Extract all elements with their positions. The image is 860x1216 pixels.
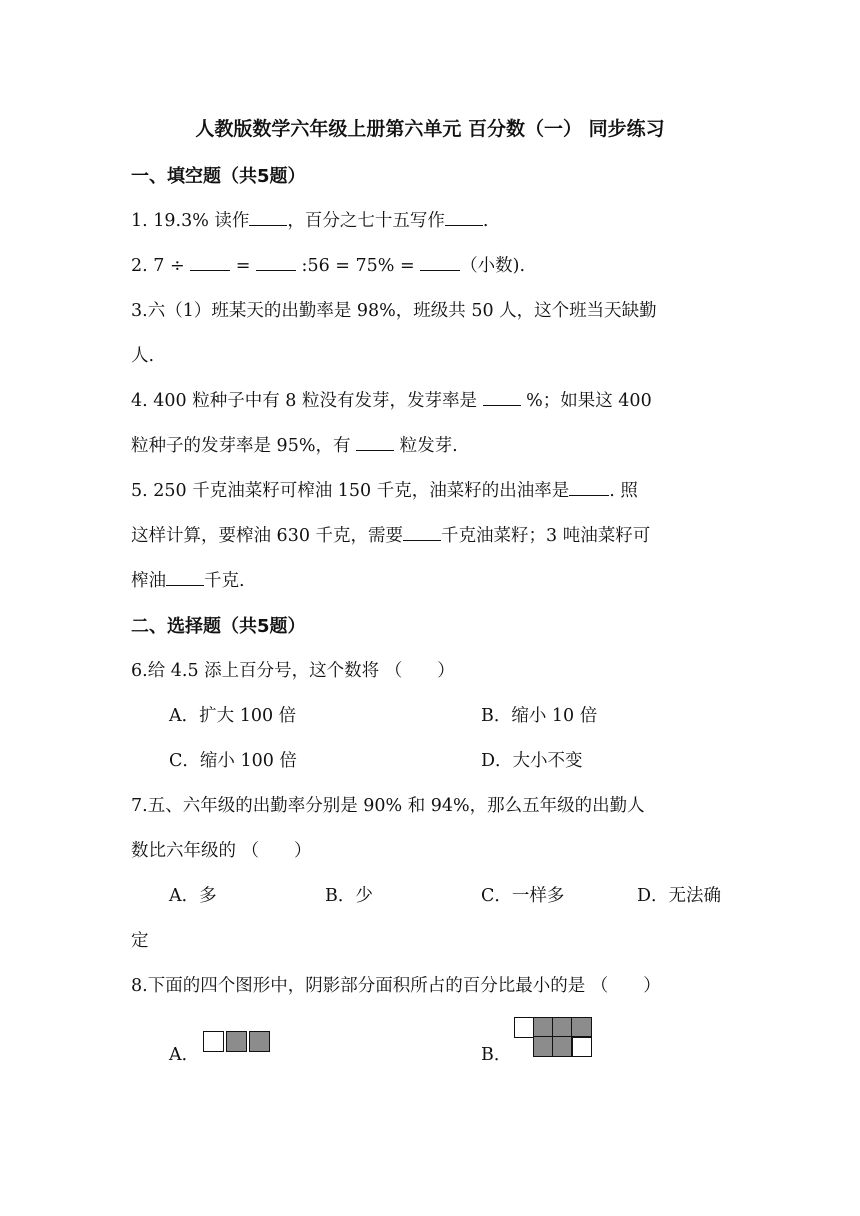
q1-blank-1 bbox=[249, 207, 287, 226]
question-7-line-1: 7.五、六年级的出勤率分别是 90% 和 94%，那么五年级的出勤人 bbox=[131, 796, 645, 816]
q8-option-b: B． bbox=[481, 1045, 512, 1065]
question-2 bbox=[131, 252, 731, 277]
shape-b-cell-top-3 bbox=[552, 1017, 573, 1038]
q8-shape-a bbox=[203, 1031, 273, 1054]
question-4-line-1 bbox=[131, 387, 731, 412]
q4-text-c: 粒种子的发芽率是 95%，有 bbox=[131, 436, 357, 456]
q2-text-b: = bbox=[230, 256, 256, 276]
q4-text-d: 粒发芽. bbox=[394, 436, 458, 456]
q7-option-b: B．少 bbox=[325, 886, 373, 906]
q4-blank-1 bbox=[483, 387, 521, 406]
q1-blank-2 bbox=[445, 207, 483, 226]
shape-b-cell-top-4 bbox=[571, 1017, 592, 1038]
q2-blank-3 bbox=[420, 252, 460, 271]
q4-blank-2 bbox=[356, 432, 394, 451]
q6-option-c: C．缩小 100 倍 bbox=[169, 751, 297, 771]
q2-blank-2 bbox=[256, 252, 296, 271]
q1-text-a: 1. 19.3% 读作 bbox=[131, 211, 250, 231]
q7-option-c: C．一样多 bbox=[481, 886, 565, 906]
q1-text-b: ，百分之七十五写作 bbox=[287, 211, 445, 231]
question-5-line-3 bbox=[131, 567, 731, 592]
question-6-stem: 6.给 4.5 添上百分号，这个数将 （ ） bbox=[131, 661, 455, 681]
section-fill-in: 一、填空题（共5题） bbox=[131, 166, 306, 187]
q4-text-b: %；如果这 400 bbox=[520, 391, 652, 411]
question-3-line-1: 3.六（1）班某天的出勤率是 98%，班级共 50 人，这个班当天缺勤 bbox=[131, 301, 657, 321]
q6-option-b: B．缩小 10 倍 bbox=[481, 706, 598, 726]
section-multiple-choice: 二、选择题（共5题） bbox=[131, 616, 306, 637]
q6-option-d: D．大小不变 bbox=[481, 751, 583, 771]
q5-blank-3 bbox=[166, 567, 204, 586]
q5-text-b: . 照 bbox=[609, 481, 638, 501]
shape-a-cell-3 bbox=[249, 1031, 270, 1052]
q6-option-a: A．扩大 100 倍 bbox=[169, 706, 297, 726]
shape-b-cell-top-1 bbox=[514, 1017, 535, 1038]
question-1 bbox=[131, 207, 731, 232]
q8-option-a: A． bbox=[169, 1045, 200, 1065]
q2-text-a: 2. 7 ÷ bbox=[131, 256, 191, 276]
q4-text-a: 4. 400 粒种子中有 8 粒没有发芽，发芽率是 bbox=[131, 391, 483, 411]
question-8-stem: 8.下面的四个图形中，阴影部分面积所占的百分比最小的是 （ ） bbox=[131, 976, 661, 996]
shape-b-cell-bottom-2 bbox=[533, 1036, 554, 1057]
question-7-line-2: 数比六年级的 （ ） bbox=[131, 841, 312, 861]
question-4-line-2 bbox=[131, 432, 731, 457]
q5-text-a: 5. 250 千克油菜籽可榨油 150 千克，油菜籽的出油率是 bbox=[131, 481, 570, 501]
question-5-line-2 bbox=[131, 522, 731, 547]
shape-b-cell-top-2 bbox=[533, 1017, 554, 1038]
q8-shape-b bbox=[514, 1017, 594, 1057]
q5-blank-2 bbox=[403, 522, 441, 541]
shape-a-cell-2 bbox=[226, 1031, 247, 1052]
q5-blank-1 bbox=[569, 477, 609, 496]
q2-blank-1 bbox=[190, 252, 230, 271]
q7-option-a: A．多 bbox=[169, 886, 217, 906]
q2-text-d: （小数). bbox=[460, 256, 526, 276]
q1-text-c: . bbox=[482, 211, 489, 231]
question-3-line-2: 人. bbox=[131, 346, 155, 366]
question-5-line-1 bbox=[131, 477, 731, 502]
q5-text-f: 千克. bbox=[204, 571, 245, 591]
shape-b-cell-bottom-4 bbox=[571, 1036, 592, 1057]
q5-text-d: 千克油菜籽；3 吨油菜籽可 bbox=[441, 526, 651, 546]
q5-text-c: 这样计算，要榨油 630 千克，需要 bbox=[131, 526, 404, 546]
worksheet-title: 人教版数学六年级上册第六单元 百分数（一） 同步练习 bbox=[195, 118, 665, 140]
q5-text-e: 榨油 bbox=[131, 571, 166, 591]
q7-option-d-wrap: 定 bbox=[131, 931, 149, 951]
shape-a-cell-1 bbox=[203, 1031, 224, 1052]
shape-b-cell-bottom-3 bbox=[552, 1036, 573, 1057]
q2-text-c: :56 = 75% = bbox=[295, 256, 421, 276]
q7-option-d: D．无法确 bbox=[637, 886, 722, 906]
